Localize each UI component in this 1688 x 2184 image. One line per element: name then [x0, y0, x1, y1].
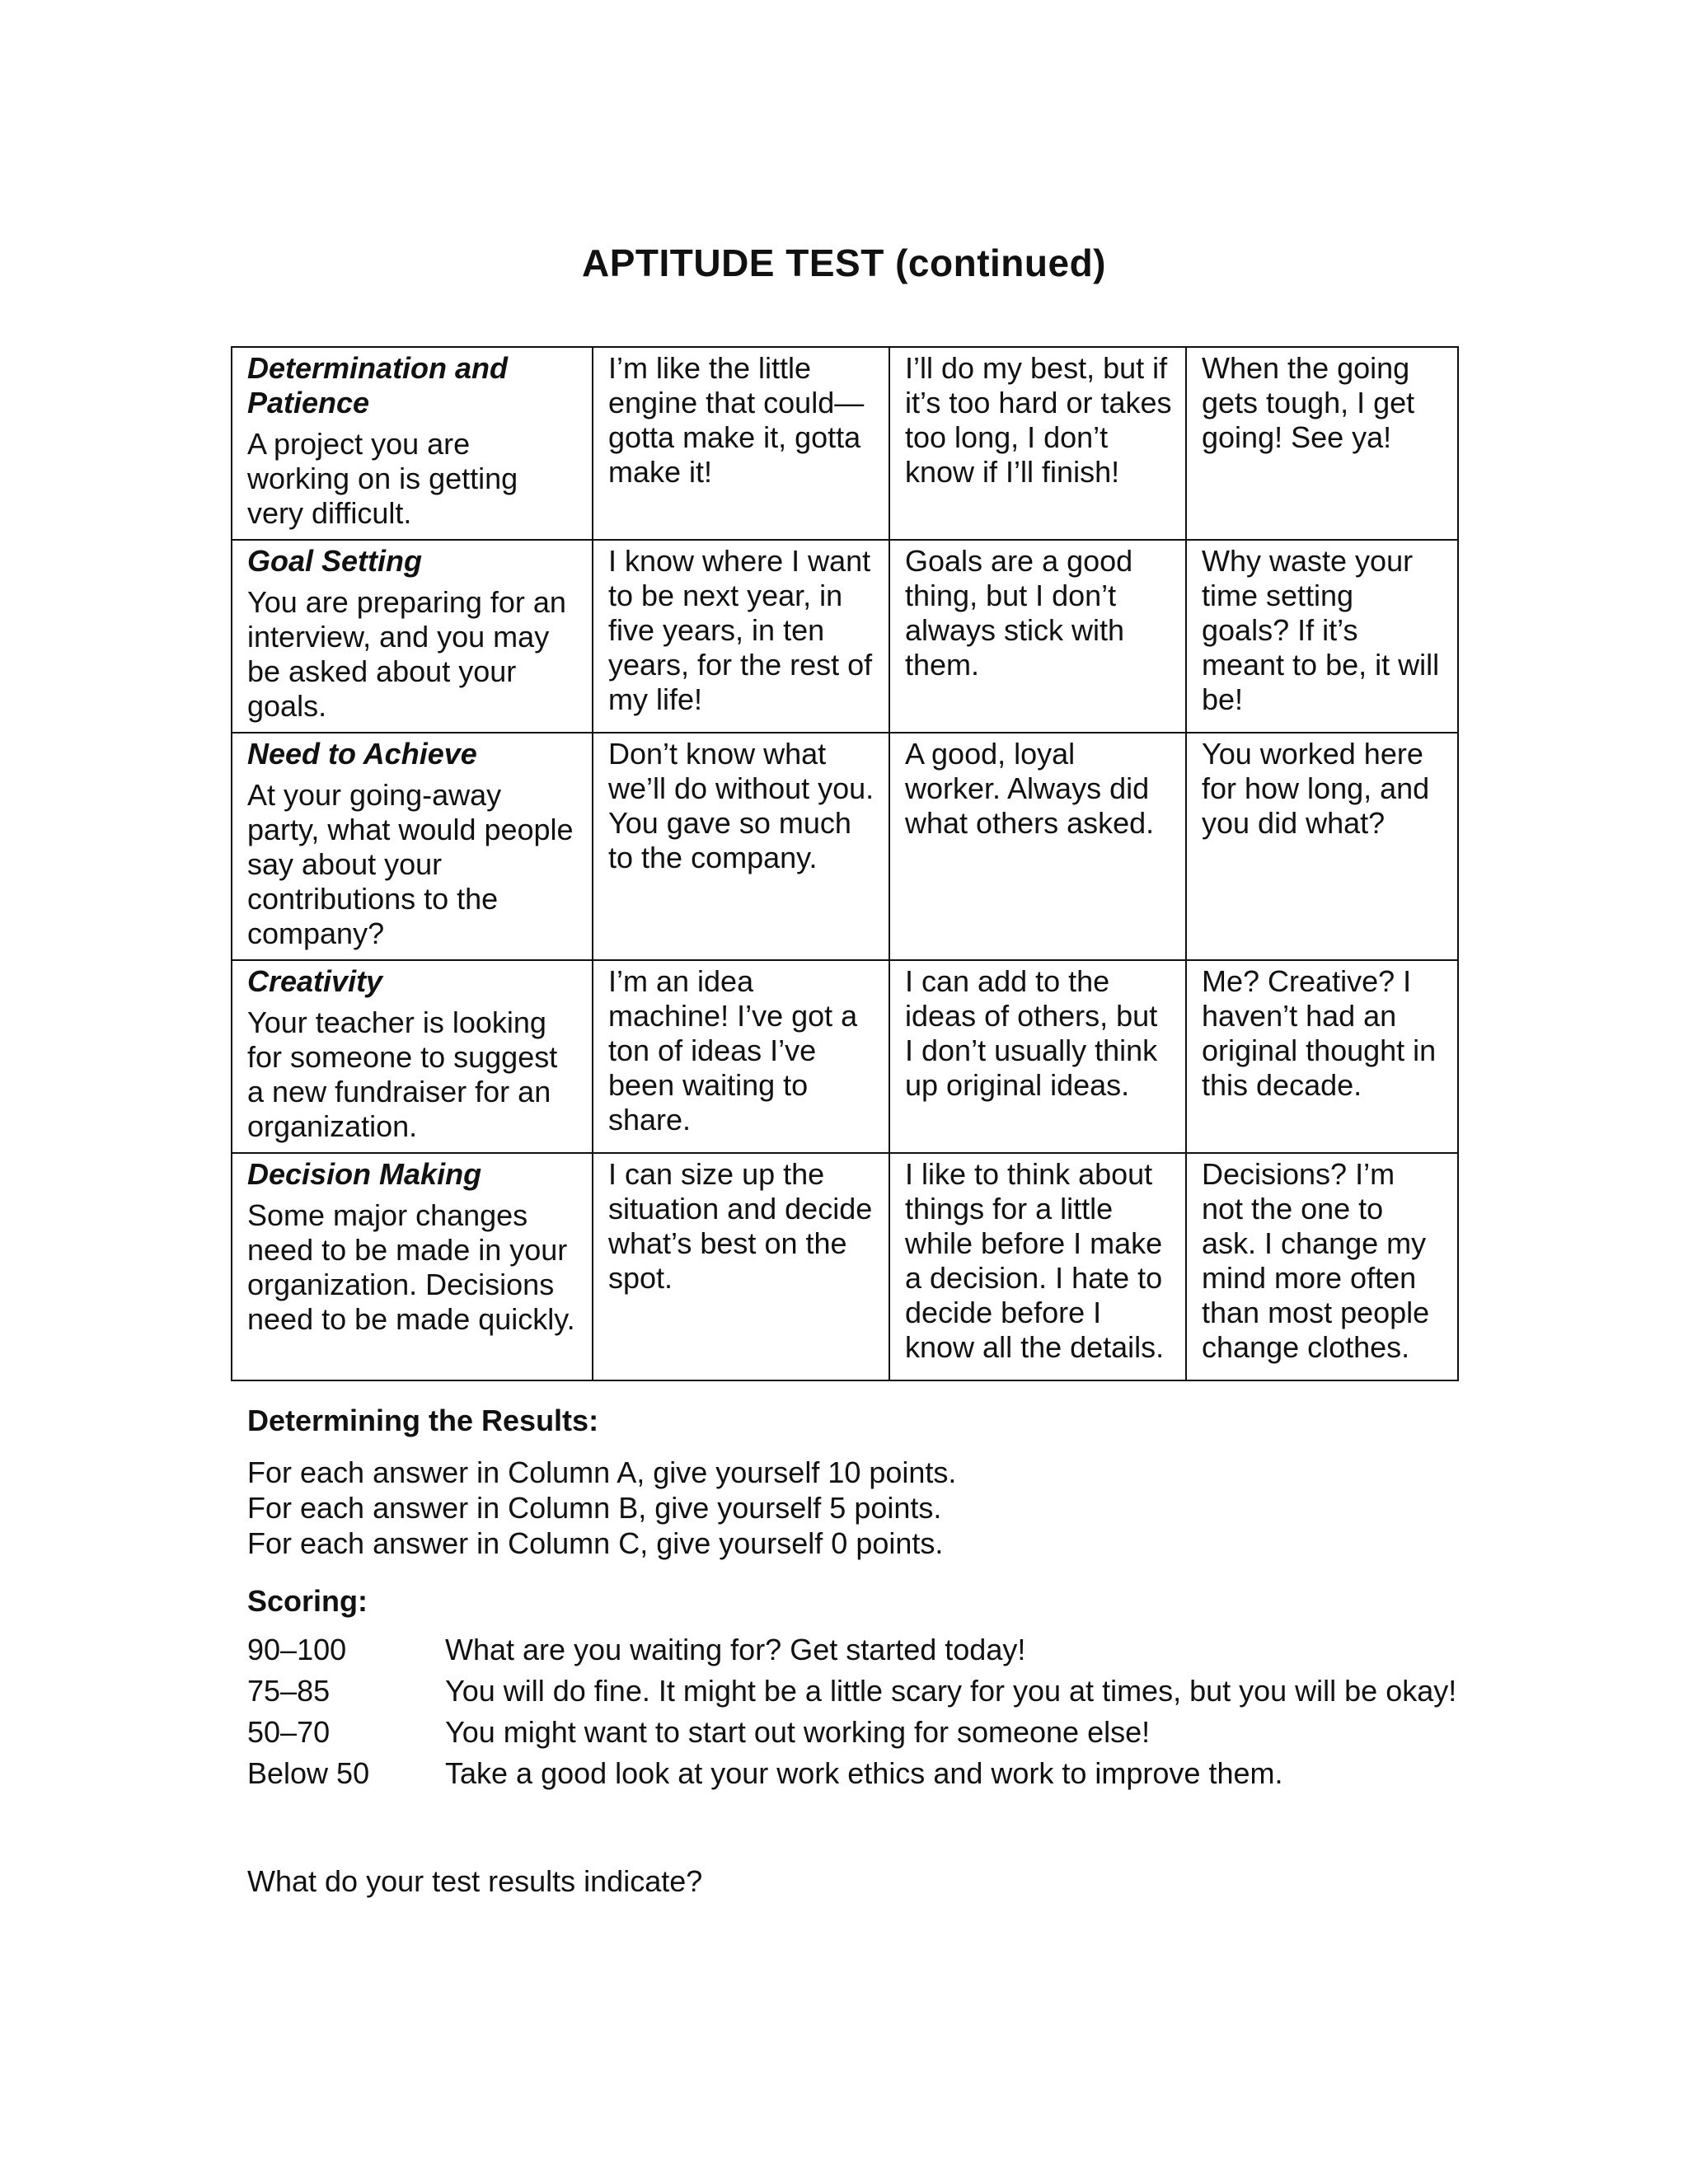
- category-description: At your going-away party, what would people say about your contributions to the company?: [247, 778, 574, 950]
- score-range: 90–100: [247, 1633, 347, 1666]
- category-description: Some major changes need to be made in your organization. Decisions need to be made quickly.: [247, 1198, 575, 1336]
- score-text: What are you waiting for? Get started today!: [445, 1633, 1026, 1666]
- category-cell: [232, 733, 593, 960]
- category-cell: [232, 1153, 593, 1380]
- answer-a-cell: I’m an idea machine! I’ve got a ton of ideas I’ve been waiting to share.: [593, 960, 889, 1153]
- answer-a-cell: I know where I want to be next year, in five years, in ten years, for the rest of my life!: [593, 540, 889, 733]
- table-row: [232, 733, 1458, 960]
- score-text: You will do fine. It might be a little scary for you at times, but you will be okay!: [445, 1674, 1457, 1708]
- answer-a-cell: Don’t know what we’ll do without you. You gave so much to the company.: [593, 733, 889, 960]
- table-row: [232, 540, 1458, 733]
- answer-b-cell: A good, loyal worker. Always did what others asked.: [889, 733, 1186, 960]
- category-description: You are preparing for an interview, and you may be asked about your goals.: [247, 585, 566, 723]
- score-range: 75–85: [247, 1674, 331, 1708]
- scoring-list: [247, 1632, 1459, 1797]
- category-cell: [232, 960, 593, 1153]
- page-title: APTITUDE TEST (continued): [581, 241, 1106, 284]
- answer-c-cell: Decisions? I’m not the one to ask. I change my mind more often than most people change clothes.: [1186, 1153, 1458, 1380]
- score-row: [247, 1632, 1459, 1668]
- score-range: 50–70: [247, 1715, 331, 1749]
- answer-b-cell: I like to think about things for a little while before I make a decision. I hate to decide before I know all the details.: [889, 1153, 1186, 1380]
- category-title: Creativity: [247, 964, 383, 998]
- category-title: Need to Achieve: [247, 737, 477, 771]
- answer-c-cell: When the going gets tough, I get going! See ya!: [1186, 347, 1458, 540]
- score-row: [247, 1755, 1459, 1792]
- score-text: Take a good look at your work ethics and work to improve them.: [445, 1756, 1283, 1790]
- answer-b-cell: I’ll do my best, but if it’s too hard or takes too long, I don’t know if I’ll finish!: [889, 347, 1186, 540]
- results-heading: Determining the Results:: [247, 1404, 599, 1437]
- category-title: Goal Setting: [247, 544, 423, 578]
- results-line: For each answer in Column C, give yourself 0 points.: [247, 1526, 944, 1560]
- results-instructions: [247, 1455, 956, 1561]
- results-line: For each answer in Column A, give yourself 10 points.: [247, 1455, 957, 1489]
- closing-question: What do your test results indicate?: [247, 1864, 703, 1898]
- category-cell: [232, 540, 593, 733]
- category-cell: [232, 347, 593, 540]
- scoring-heading: Scoring:: [247, 1584, 368, 1618]
- table-row: [232, 960, 1458, 1153]
- answer-a-cell: I’m like the little engine that could—gotta make it, gotta make it!: [593, 347, 889, 540]
- answer-c-cell: Why waste your time setting goals? If it’s meant to be, it will be!: [1186, 540, 1458, 733]
- score-text: You might want to start out working for someone else!: [445, 1715, 1151, 1749]
- results-line: For each answer in Column B, give yourself 5 points.: [247, 1491, 942, 1525]
- table-row: [232, 1153, 1458, 1380]
- category-description: Your teacher is looking for someone to suggest a new fundraiser for an organization.: [247, 1005, 558, 1143]
- table-row: [232, 347, 1458, 540]
- score-range: Below 50: [247, 1756, 370, 1790]
- answer-b-cell: Goals are a good thing, but I don’t always stick with them.: [889, 540, 1186, 733]
- answer-a-cell: I can size up the situation and decide what’s best on the spot.: [593, 1153, 889, 1380]
- answer-c-cell: You worked here for how long, and you did what?: [1186, 733, 1458, 960]
- category-title: Decision Making: [247, 1157, 482, 1191]
- aptitude-table: [231, 346, 1459, 1381]
- category-title: Determination and Patience: [247, 351, 509, 419]
- answer-b-cell: I can add to the ideas of others, but I don’t usually think up original ideas.: [889, 960, 1186, 1153]
- category-description: A project you are working on is getting very difficult.: [247, 427, 518, 530]
- score-row: [247, 1714, 1459, 1750]
- answer-c-cell: Me? Creative? I haven’t had an original thought in this decade.: [1186, 960, 1458, 1153]
- score-row: [247, 1673, 1459, 1709]
